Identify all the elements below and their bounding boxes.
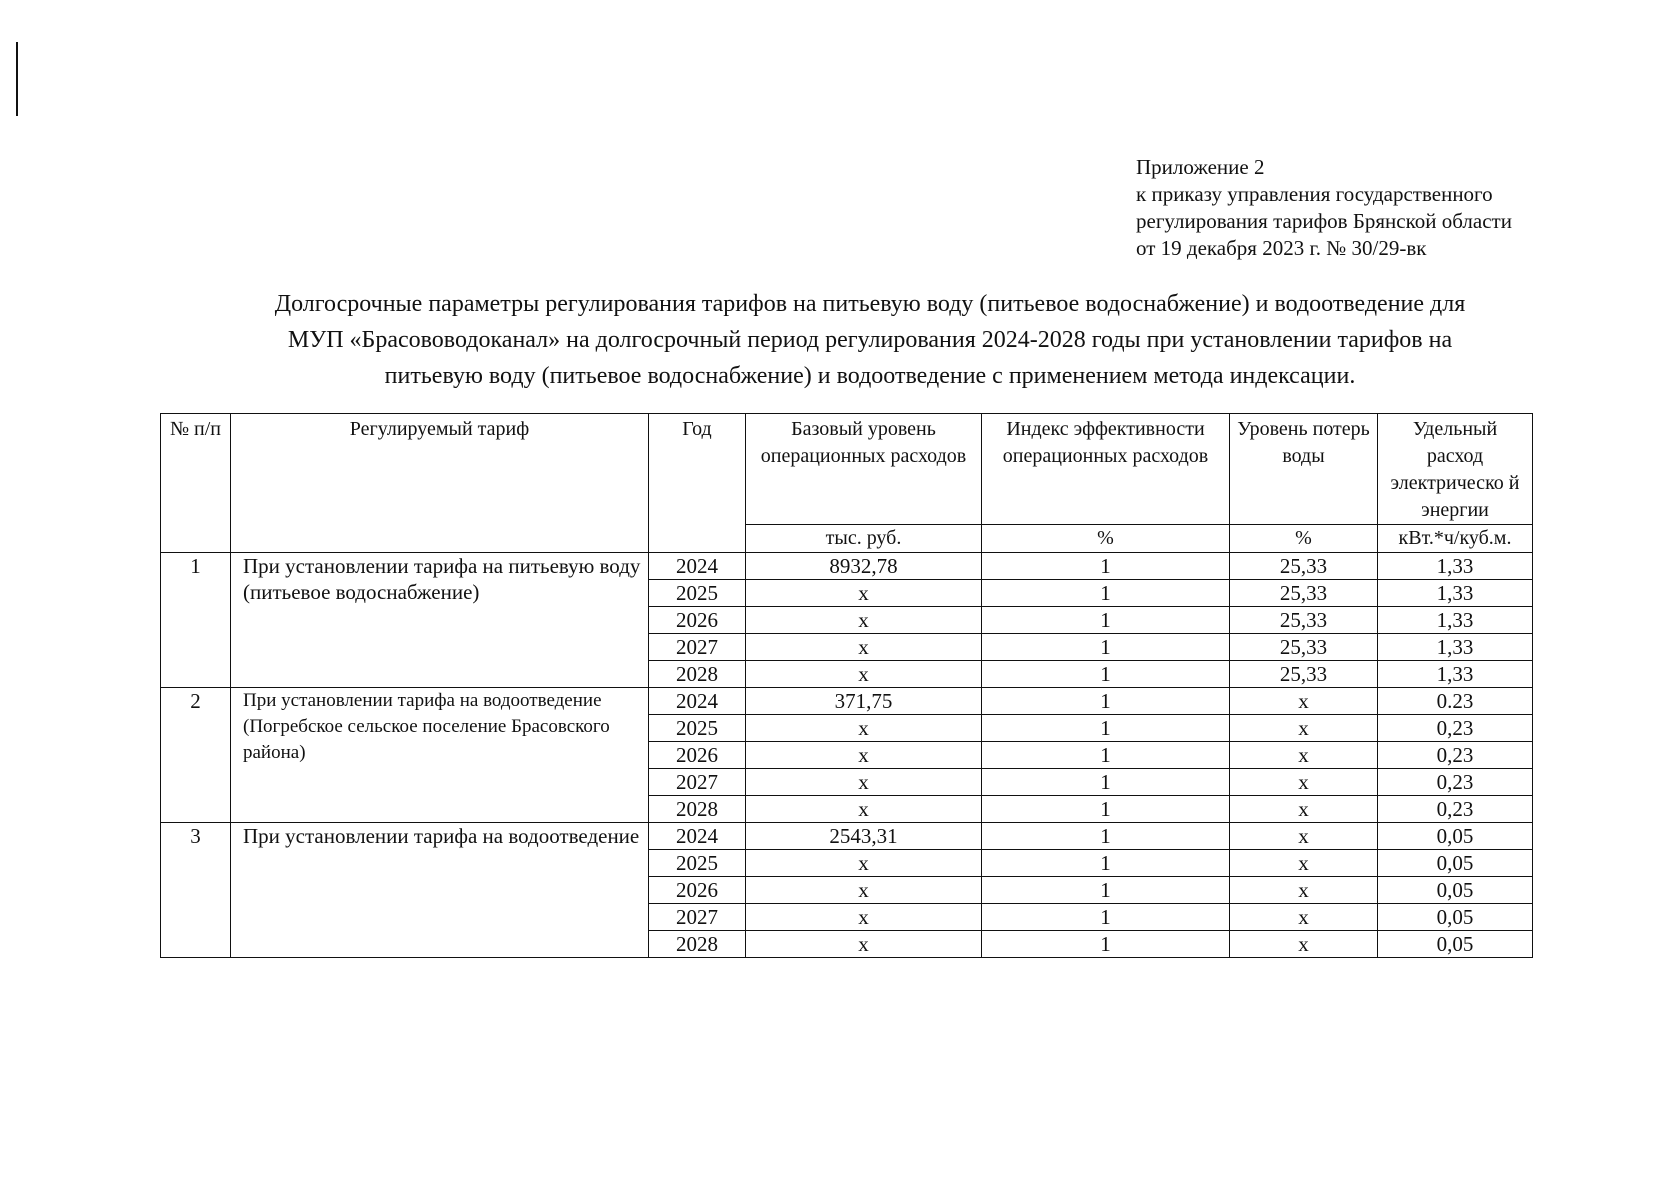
cell-energy: 1,33 — [1378, 607, 1533, 634]
cell-energy: 0,23 — [1378, 742, 1533, 769]
parameters-table — [160, 413, 1533, 958]
cell-loss: x — [1230, 931, 1378, 958]
row-number: 3 — [161, 823, 231, 958]
cell-year: 2025 — [649, 850, 746, 877]
row-number: 2 — [161, 688, 231, 823]
cell-index: 1 — [982, 634, 1230, 661]
cell-index: 1 — [982, 904, 1230, 931]
cell-loss: x — [1230, 715, 1378, 742]
cell-energy: 0.23 — [1378, 688, 1533, 715]
cell-energy: 1,33 — [1378, 661, 1533, 688]
cell-year: 2028 — [649, 931, 746, 958]
cell-energy: 0,23 — [1378, 715, 1533, 742]
cell-year: 2027 — [649, 904, 746, 931]
header-loss: Уровень потерь воды — [1230, 414, 1378, 525]
table-row — [161, 688, 1533, 715]
cell-loss: x — [1230, 796, 1378, 823]
cell-energy: 0,05 — [1378, 931, 1533, 958]
cell-base: 371,75 — [746, 688, 982, 715]
cell-energy: 1,33 — [1378, 580, 1533, 607]
cell-energy: 0,05 — [1378, 877, 1533, 904]
cell-year: 2027 — [649, 769, 746, 796]
cell-base: x — [746, 796, 982, 823]
cell-loss: x — [1230, 877, 1378, 904]
header-year: Год — [649, 414, 746, 553]
cell-index: 1 — [982, 553, 1230, 580]
header-num: № п/п — [161, 414, 231, 553]
cell-energy: 0,05 — [1378, 850, 1533, 877]
cell-base: x — [746, 769, 982, 796]
cell-year: 2026 — [649, 607, 746, 634]
document-title — [160, 286, 1580, 394]
cell-index: 1 — [982, 715, 1230, 742]
cell-index: 1 — [982, 742, 1230, 769]
tariff-name: При установлении тарифа на питьевую воду (питьевое водоснабжение) — [231, 553, 649, 688]
cell-year: 2025 — [649, 580, 746, 607]
cell-energy: 0,23 — [1378, 796, 1533, 823]
cell-year: 2024 — [649, 553, 746, 580]
appendix-line: регулирования тарифов Брянской области — [1136, 209, 1512, 233]
cell-loss: 25,33 — [1230, 580, 1378, 607]
cell-year: 2026 — [649, 877, 746, 904]
appendix-line: Приложение 2 — [1136, 155, 1265, 179]
tariff-name: При установлении тарифа на водоотведение (Погребское сельское поселение Брасовского района) — [231, 688, 649, 823]
cell-year: 2028 — [649, 796, 746, 823]
appendix-line: от 19 декабря 2023 г. № 30/29-вк — [1136, 236, 1427, 260]
unit-index: % — [982, 525, 1230, 553]
cell-loss: x — [1230, 850, 1378, 877]
table-row — [161, 553, 1533, 580]
row-number: 1 — [161, 553, 231, 688]
cell-index: 1 — [982, 688, 1230, 715]
cell-loss: 25,33 — [1230, 553, 1378, 580]
title-line: Долгосрочные параметры регулирования тарифов на питьевую воду (питьевое водоснабжение) и водоотведение для — [274, 291, 1466, 317]
title-line: питьевую воду (питьевое водоснабжение) и водоотведение с применением метода индексации. — [384, 363, 1356, 389]
table-body — [161, 553, 1533, 958]
cell-index: 1 — [982, 931, 1230, 958]
cell-loss: x — [1230, 769, 1378, 796]
header-base: Базовый уровень операционных расходов — [746, 414, 982, 525]
cell-loss: x — [1230, 823, 1378, 850]
title-line: МУП «Брасововодоканал» на долгосрочный период регулирования 2024-2028 годы при установлении тарифов на — [287, 327, 1453, 353]
cell-base: x — [746, 715, 982, 742]
cell-energy: 1,33 — [1378, 553, 1533, 580]
cell-loss: x — [1230, 742, 1378, 769]
cell-index: 1 — [982, 607, 1230, 634]
cell-index: 1 — [982, 661, 1230, 688]
cell-year: 2028 — [649, 661, 746, 688]
cell-year: 2024 — [649, 823, 746, 850]
tariff-name: При установлении тарифа на водоотведение — [231, 823, 649, 958]
cell-base: x — [746, 931, 982, 958]
cell-index: 1 — [982, 580, 1230, 607]
appendix-line: к приказу управления государственного — [1136, 182, 1493, 206]
scan-edge-mark — [16, 42, 18, 116]
cell-loss: 25,33 — [1230, 661, 1378, 688]
unit-energy: кВт.*ч/куб.м. — [1378, 525, 1533, 553]
unit-base: тыс. руб. — [746, 525, 982, 553]
cell-base: x — [746, 904, 982, 931]
cell-base: x — [746, 742, 982, 769]
cell-base: x — [746, 580, 982, 607]
cell-energy: 1,33 — [1378, 634, 1533, 661]
cell-index: 1 — [982, 823, 1230, 850]
cell-energy: 0,05 — [1378, 904, 1533, 931]
table-row — [161, 823, 1533, 850]
cell-energy: 0,05 — [1378, 823, 1533, 850]
unit-loss: % — [1230, 525, 1378, 553]
cell-year: 2025 — [649, 715, 746, 742]
cell-index: 1 — [982, 769, 1230, 796]
cell-base: 8932,78 — [746, 553, 982, 580]
cell-loss: 25,33 — [1230, 634, 1378, 661]
header-index: Индекс эффективности операционных расходов — [982, 414, 1230, 525]
appendix-block — [1136, 154, 1512, 262]
cell-energy: 0,23 — [1378, 769, 1533, 796]
header-tariff: Регулируемый тариф — [231, 414, 649, 553]
cell-year: 2027 — [649, 634, 746, 661]
cell-index: 1 — [982, 796, 1230, 823]
cell-loss: 25,33 — [1230, 607, 1378, 634]
cell-loss: x — [1230, 904, 1378, 931]
header-energy: Удельный расход электрическо й энергии — [1378, 414, 1533, 525]
cell-base: 2543,31 — [746, 823, 982, 850]
cell-base: x — [746, 634, 982, 661]
cell-base: x — [746, 661, 982, 688]
cell-index: 1 — [982, 877, 1230, 904]
cell-base: x — [746, 877, 982, 904]
cell-year: 2026 — [649, 742, 746, 769]
cell-index: 1 — [982, 850, 1230, 877]
cell-base: x — [746, 607, 982, 634]
cell-year: 2024 — [649, 688, 746, 715]
cell-loss: x — [1230, 688, 1378, 715]
cell-base: x — [746, 850, 982, 877]
